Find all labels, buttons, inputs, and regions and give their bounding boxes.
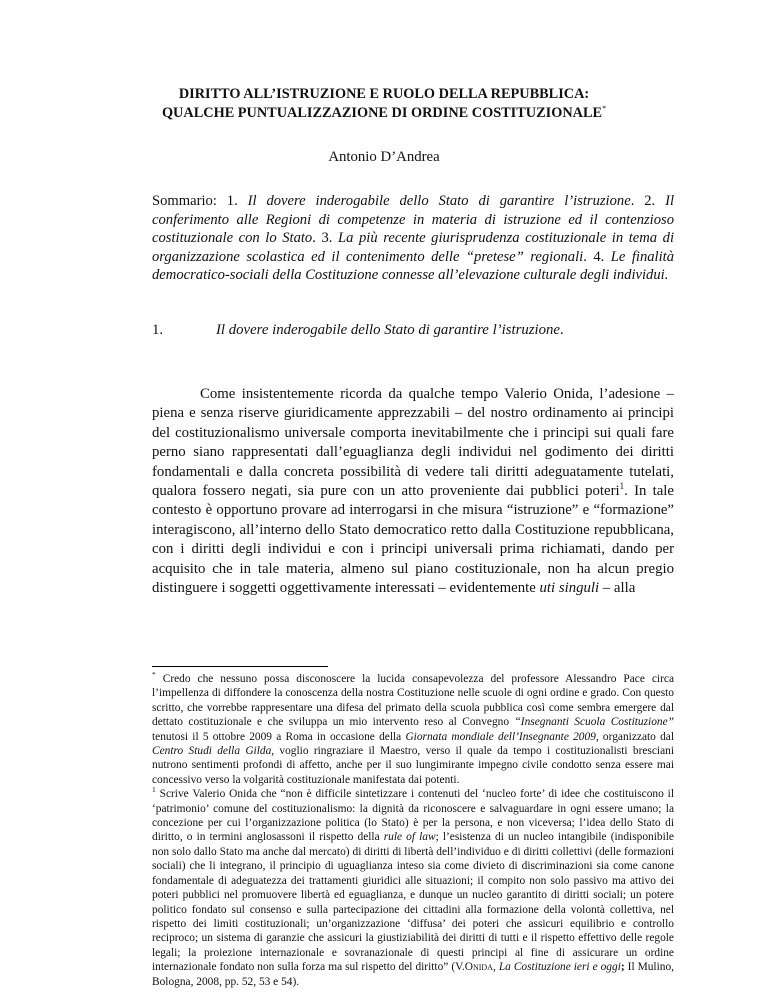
footnote-1 [152, 787, 674, 989]
summary-item-1-num: 1. [226, 193, 248, 209]
summary-item-2-num: 2. [644, 193, 666, 209]
footnote-star-text-4: , voglio ringraziare il Maestro, verso il quale da tempo i costituzionalisti bresciani nutrono sentimenti profondi di affetto, anche per il suo lungimirante impegno civile condotto senza essere mai concessivo verso la volgarità costituzionale manifestata dai potenti. [152, 745, 674, 786]
summary-item-1: Il dovere inderogabile dello Stato di garantire l’istruzione [247, 193, 631, 209]
footnote-1-text-3: , [492, 961, 499, 974]
footnote-1-author-smallcaps: Onida [464, 961, 493, 974]
summary-sep-1: . [630, 193, 645, 209]
body-text [152, 385, 674, 598]
footnote-star-em-1: “Insegnanti Scuola Costituzione” [514, 716, 674, 729]
paragraph-part-1: Come insistentemente ricorda da qualche tempo Valerio Onida, l’adesione – piena e senza riserve giuridicamente apprezzabili – del nostro ordinamento ai principi del costituzionalismo universale comporta inevitabilmente che i principi sui quali fare perno siano rappresentati dall’eguaglianza degli individui nel godimento dei diritti fondamentali e dalla concreta possibilità di vedere tali diritti adeguatamente tutelati, qualora fossero negati, sia pure con un atto proveniente dai pubblici poteri [152, 386, 674, 500]
footnote-1-bold-semicolon: ; [620, 961, 625, 974]
paragraph-part-2: . In tale contesto è opportuno provare ad interrogarsi in che misura “istruzione” e “formazione” interagiscono, all’interno dello Stato democratico retto dalla Costituzione repubblicana, con i diritti degli individui e con i principi universali prima richiamati, dando per acquisito che in tale materia, almeno sul piano costituzionale, non ha alcun pregio distinguere i soggetti oggettivamente interessati – evidentemente [152, 483, 674, 597]
footnote-1-em-1: rule of law [383, 831, 436, 844]
paragraph-part-3: – alla [599, 580, 636, 597]
paragraph [152, 385, 674, 598]
footnote-star-marker: * [152, 670, 156, 680]
summary-item-3-num: 3. [321, 230, 338, 247]
summary-sep-2: . [312, 230, 322, 247]
footnote-star-text-2: tenutosi il 5 ottobre 2009 a Roma in occasione della [152, 730, 406, 743]
summary-sep-3: . [583, 248, 594, 265]
summary-item-2: Il conferimento alle Regioni di competenze in materia di istruzione ed il contenzioso costituzionale con lo Stato [152, 193, 675, 247]
section-number: 1. [152, 322, 164, 338]
footnote-star-em-3: Centro Studi della Gilda [152, 745, 272, 758]
footnote-1-text-4: Il Mulino, Bologna, 2008, pp. 52, 53 e 54). [152, 961, 674, 988]
footnote-1-text-1: Scrive Valerio Onida che “non è difficile sintetizzare i contenuti del ‘nucleo forte’ di idee che costituiscono il ‘patrimonio’ comune del costituzionalismo: la dignità da riconoscere e salvaguardare in ogni essere umano; la concezione per cui l’organizzazione politica (lo Stato) è per la persona, e non viceversa; l’idea dello Stato di diritto, o in termini anglosassoni il rispetto della [152, 788, 674, 844]
summary [152, 192, 674, 285]
footnote-star-text-1: Credo che nessuno possa disconoscere la lucida consapevolezza del professore Alessandro Pace circa l’impellenza di diffondere la conoscenza della nostra Costituzione nelle scuole di ogni ordine e grado. Con questo scritto, che vorrebbe rappresentare una difesa del primato della scuola pubblica così come sembra emergere dal dettato costituzionale e che sviluppa un mio intervento reso al Convegno [152, 673, 674, 729]
footnote-star [152, 672, 674, 787]
footnote-ref-1[interactable]: 1 [619, 481, 625, 492]
footnote-1-marker: 1 [152, 785, 156, 795]
author-name: Antonio D’Andrea [328, 149, 440, 165]
summary-item-4: Le finalità democratico-sociali della Costituzione connesse all’elevazione culturale degli individui. [152, 248, 674, 284]
footnote-1-em-2: La Costituzione ieri e oggi [498, 961, 621, 974]
footnotes [152, 672, 674, 989]
section-title: Il dovere inderogabile dello Stato di garantire l’istruzione [216, 322, 560, 338]
title-line-1: DIRITTO ALL’ISTRUZIONE E RUOLO DELLA REPUBBLICA: [178, 86, 590, 102]
paragraph-emphasis: uti singuli [539, 580, 600, 597]
paper-title [100, 85, 668, 123]
title-line-2-text: QUALCHE PUNTUALIZZAZIONE DI ORDINE COSTITUZIONALE [161, 105, 603, 121]
summary-item-3: La più recente giurisprudenza costituzionale in tema di organizzazione scolastica ed il contenimento delle “pretese” regionali [152, 230, 675, 265]
footnote-star-text-3: , organizzato dal [595, 730, 674, 743]
footnote-1-text-2: ; l’esistenza di un nucleo intangibile (indisponibile non solo dallo Stato ma anche dal mercato) di diritti di libertà dell’individuo e di diritti collettivi (delle formazioni sociali) che li integrano, il principio di uguaglianza inteso sia come divieto di discriminazioni sia come canone fondamentale di adeguatezza dei trattamenti giuridici alle situazioni; il compito non solo passivo ma attivo dei poteri pubblici nel promuovere libertà ed eguaglianza, e dunque un nucleo garantito di diritti sociali; un potere politico fondato sul consenso e sulla partecipazione dei cittadini alla formazione della volontà collettiva, nel rispetto dei limiti costituzionali; un’organizzazione ‘diffusa’ dei poteri che assicuri equilibrio e controllo reciproco; un sistema di garanzie che assicuri la giustiziabilità dei diritti di tutti e il rispetto effettivo delle regole legali; la proiezione internazionale e sovranazionale di questi principi al fine di assicurare un ordine internazionale fondato non sulla forza ma sul rispetto del diritto” (V. [152, 831, 674, 974]
summary-label: Sommario: [152, 193, 227, 209]
section-heading [152, 322, 692, 339]
title-line-2 [100, 104, 668, 123]
footnote-star-em-2: Giornata mondiale dell’Insegnante 2009 [405, 730, 596, 743]
footnote-separator [152, 666, 328, 667]
summary-item-4-num: 4. [593, 248, 611, 265]
section-title-end: . [559, 322, 564, 338]
title-footnote-marker[interactable]: * [602, 104, 607, 114]
